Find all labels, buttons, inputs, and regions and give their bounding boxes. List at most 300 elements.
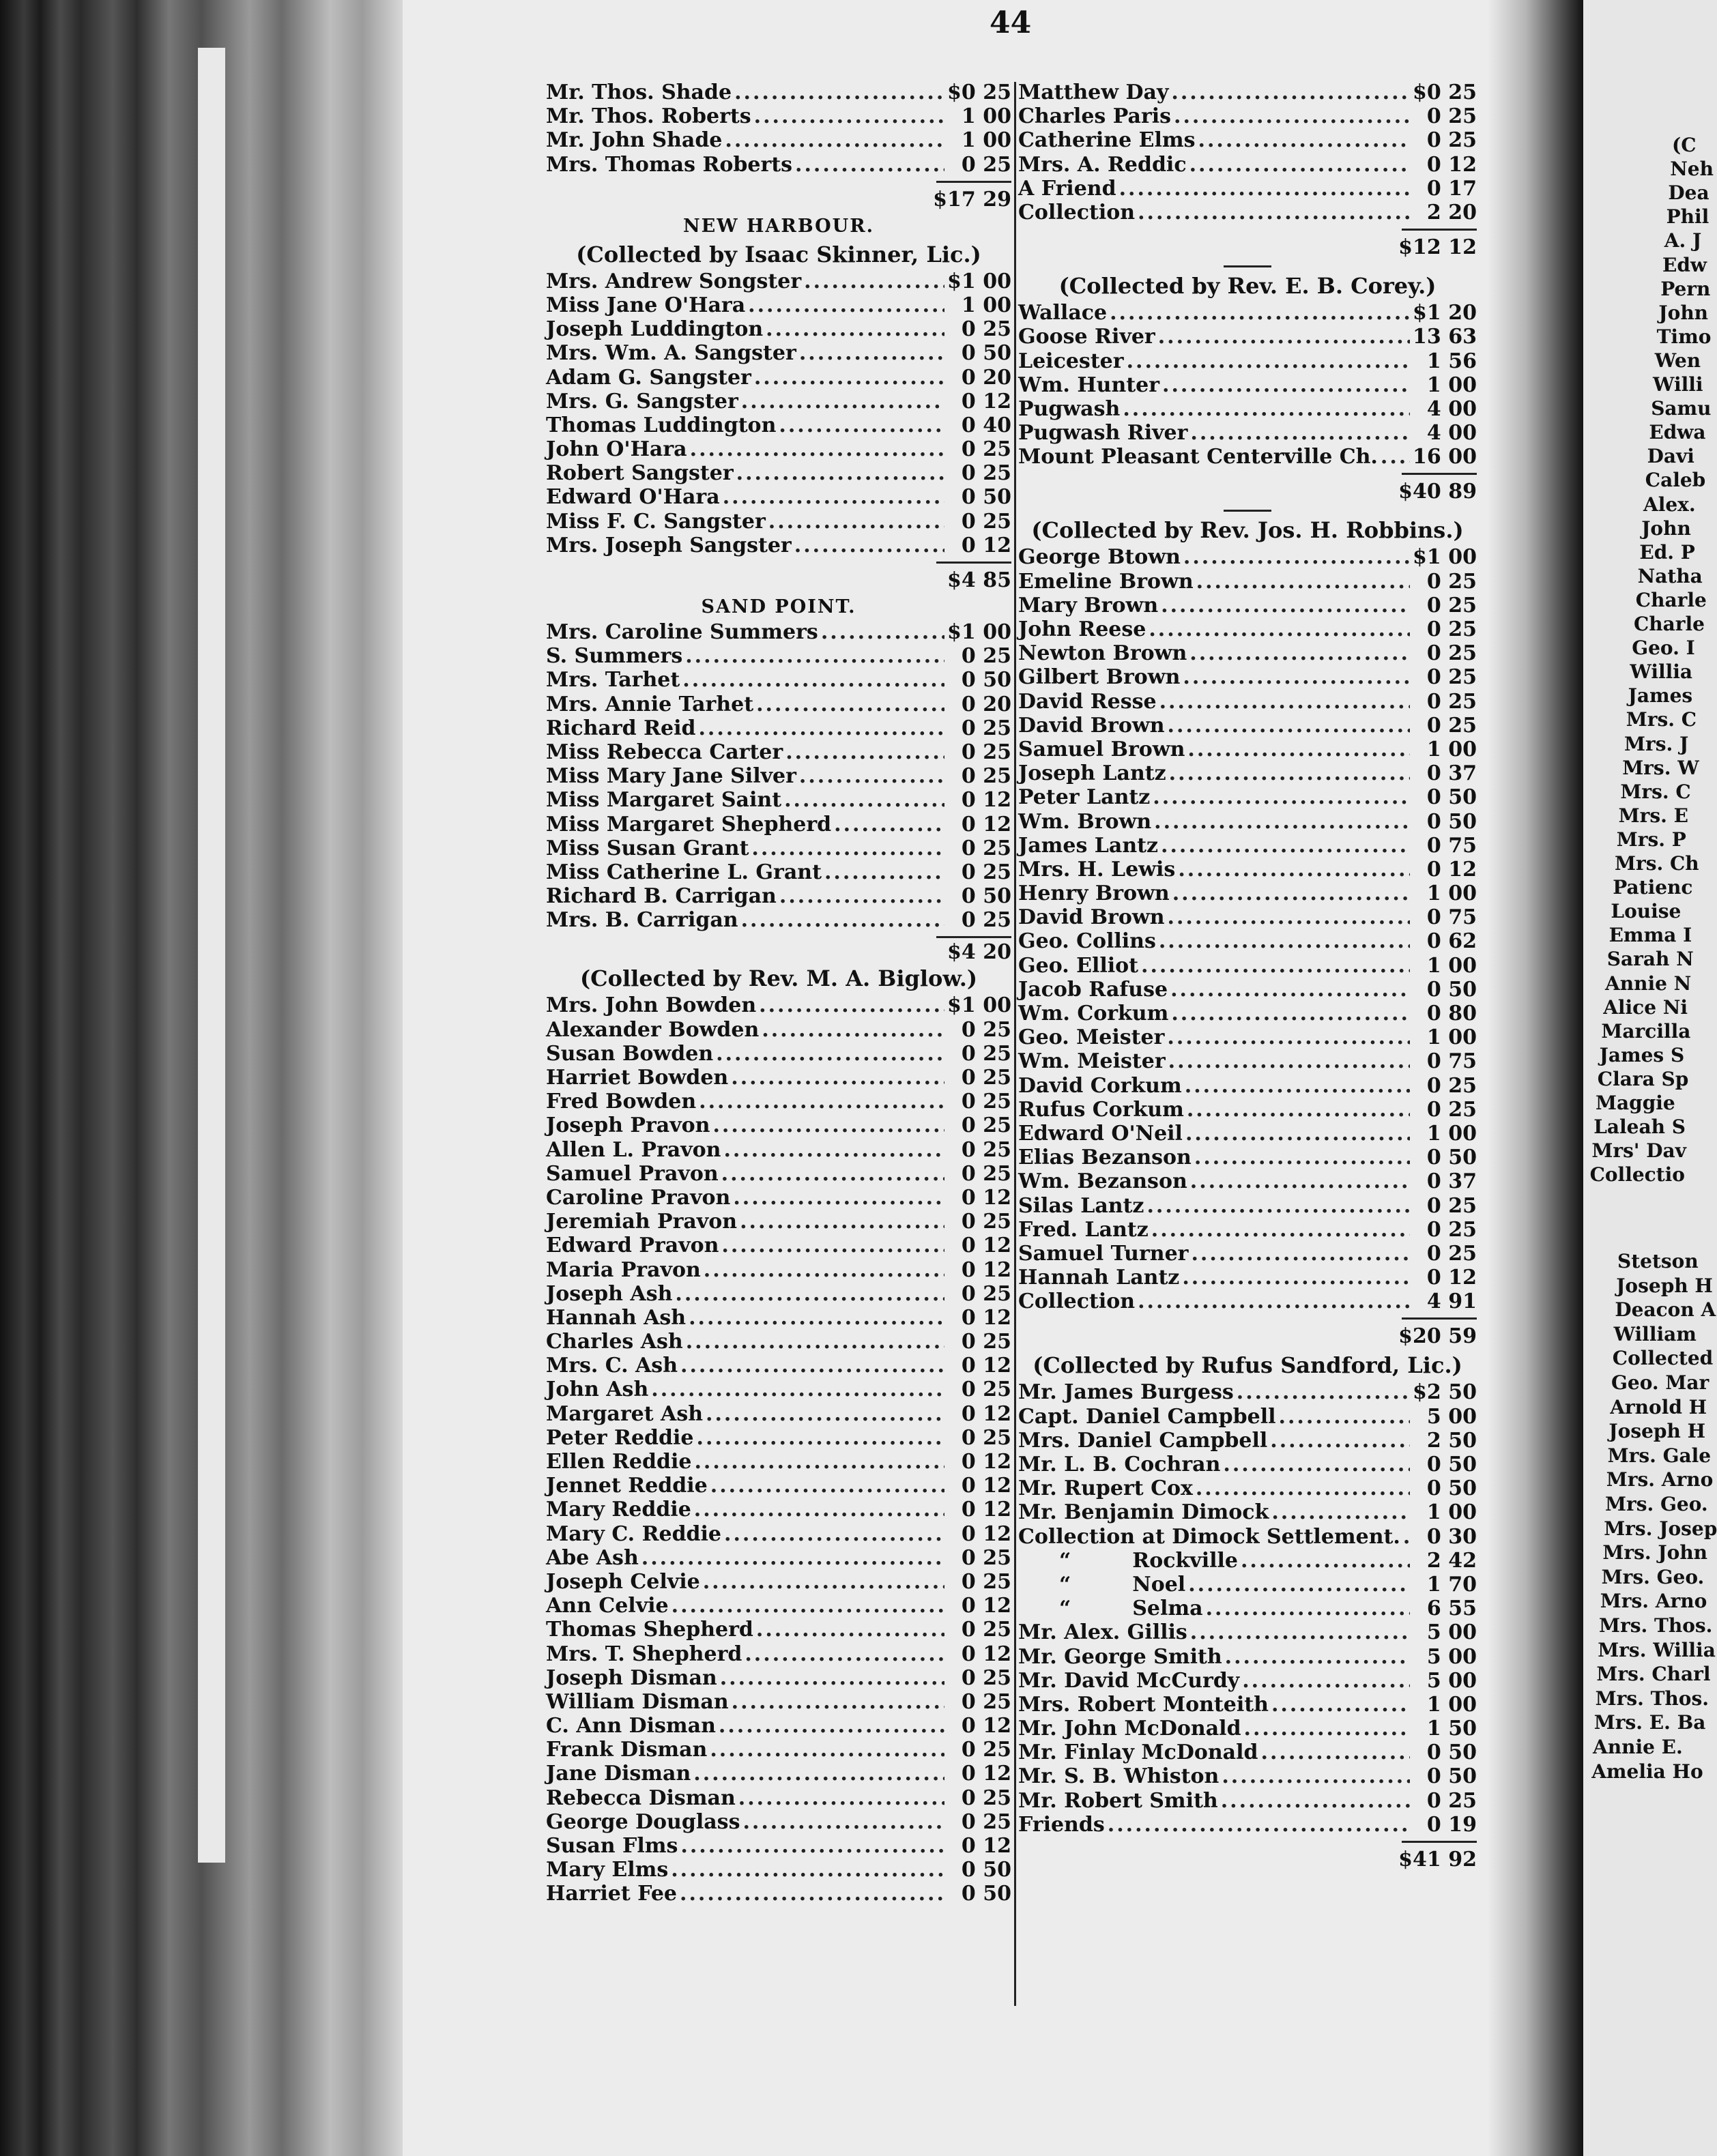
donor-name: Charles Ash xyxy=(546,1330,683,1354)
amount: 0 50 xyxy=(1426,1146,1477,1170)
donor-name: Mary C. Reddie xyxy=(546,1521,722,1546)
amount: 0 25 xyxy=(1426,1788,1477,1813)
list-item xyxy=(1018,201,1477,224)
subtotal: $4 20 xyxy=(947,940,1011,965)
amount: 0 25 xyxy=(961,1017,1011,1042)
donor-name: Joseph Disman xyxy=(546,1665,717,1690)
dot-leader xyxy=(1270,1429,1410,1453)
dot-leader xyxy=(1221,1789,1410,1813)
list-item xyxy=(1018,761,1477,785)
amount: 4 00 xyxy=(1426,396,1477,421)
dot-leader xyxy=(721,1234,944,1257)
column-left xyxy=(546,81,1011,1906)
donor-name: Mr. Thos. Roberts xyxy=(546,104,751,129)
amount: 1 70 xyxy=(1426,1572,1477,1597)
amount: 0 50 xyxy=(961,341,1011,366)
facing-page-line: Charle xyxy=(1635,588,1707,611)
list-item xyxy=(546,1762,1011,1786)
list-item xyxy=(1018,978,1477,1002)
list-item xyxy=(1018,785,1477,809)
list-item xyxy=(1018,1266,1477,1290)
facing-page-line: Mrs. W xyxy=(1622,756,1699,779)
amount: 0 50 xyxy=(961,884,1011,909)
subtotal: $40 89 xyxy=(1398,480,1477,504)
facing-page-line: Mrs. John xyxy=(1602,1541,1708,1564)
dot-leader xyxy=(720,1666,944,1690)
donor-name: Wm. Brown xyxy=(1018,809,1152,834)
facing-page-line: Mrs. Willia xyxy=(1598,1638,1716,1661)
list-item xyxy=(546,1498,1011,1521)
donor-name: Gilbert Brown xyxy=(1018,665,1181,690)
dot-leader xyxy=(1222,1764,1410,1788)
dot-leader xyxy=(1159,929,1410,953)
list-item xyxy=(546,81,1011,104)
amount: 0 25 xyxy=(961,317,1011,342)
donor-name: Miss Mary Jane Silver xyxy=(546,764,796,789)
amount: 0 25 xyxy=(961,461,1011,486)
list-item xyxy=(546,437,1011,461)
amount: 0 25 xyxy=(1426,713,1477,738)
amount: 1 00 xyxy=(961,104,1011,129)
list-item xyxy=(546,1834,1011,1858)
facing-page-line: Stetson xyxy=(1617,1250,1699,1272)
facing-page-line: Sarah N xyxy=(1606,948,1694,971)
dot-leader xyxy=(719,1714,944,1738)
total-rule xyxy=(546,177,1011,186)
dot-leader xyxy=(721,1162,944,1186)
list-item xyxy=(1018,1074,1477,1098)
list-item xyxy=(1018,1405,1477,1429)
donor-name: Ellen Reddie xyxy=(546,1450,692,1474)
amount: 2 20 xyxy=(1426,200,1477,224)
list-item xyxy=(546,993,1011,1017)
amount: 0 12 xyxy=(961,389,1011,413)
donor-name: Mrs. Caroline Summers xyxy=(546,620,818,644)
donor-name: Joseph Pravon xyxy=(546,1113,710,1138)
donor-name: Mrs. A. Reddic xyxy=(1018,152,1187,177)
facing-page-line: Mrs. Geo. xyxy=(1601,1565,1705,1588)
column-rule xyxy=(1014,82,1016,2006)
donor-name: Jennet Reddie xyxy=(546,1474,708,1498)
list-item xyxy=(546,1810,1011,1834)
dot-leader xyxy=(1171,81,1410,104)
facing-page-line: Patienc xyxy=(1613,876,1693,899)
amount: $1 20 xyxy=(1413,301,1477,325)
dot-leader xyxy=(1187,1098,1410,1122)
column-right xyxy=(1018,81,1477,1874)
dot-leader xyxy=(704,1258,944,1282)
amount: 0 25 xyxy=(961,740,1011,764)
donor-name: Elias Bezanson xyxy=(1018,1146,1192,1170)
donor-name: Mrs. B. Carrigan xyxy=(546,908,738,933)
list-item xyxy=(546,716,1011,740)
donor-name: Hannah Ash xyxy=(546,1305,687,1330)
list-item xyxy=(546,293,1011,317)
list-item xyxy=(546,860,1011,884)
dot-leader xyxy=(1196,570,1410,594)
dot-leader xyxy=(795,153,944,177)
dot-leader xyxy=(1237,1380,1410,1404)
dot-leader xyxy=(1161,834,1410,858)
list-item xyxy=(546,366,1011,390)
dot-leader xyxy=(1119,177,1410,201)
facing-page-line: Mrs. Thos. xyxy=(1595,1687,1709,1710)
donor-name: Harriet Bowden xyxy=(546,1066,729,1090)
facing-page-line: Davi xyxy=(1647,445,1694,468)
donor-name: Joseph Celvie xyxy=(546,1569,700,1594)
donor-name: Alexander Bowden xyxy=(546,1017,760,1042)
dot-leader xyxy=(1188,1573,1410,1597)
list-item xyxy=(546,1113,1011,1137)
dot-leader xyxy=(756,693,944,716)
donor-name: Mr. Alex. Gillis xyxy=(1018,1620,1187,1645)
donor-name: Miss F. C. Sangster xyxy=(546,509,766,534)
list-item xyxy=(546,836,1011,860)
dot-leader xyxy=(699,1090,944,1113)
collector-heading: (Collected by Rev. Jos. H. Robbins.) xyxy=(1031,517,1464,544)
dot-leader xyxy=(680,1354,944,1378)
amount: 0 25 xyxy=(1426,128,1477,153)
list-item xyxy=(1018,1500,1477,1524)
amount: 0 12 xyxy=(961,1450,1011,1474)
amount: 4 00 xyxy=(1426,421,1477,446)
facing-page-line: Marcilla xyxy=(1601,1019,1691,1043)
amount: 1 00 xyxy=(1426,1500,1477,1525)
list-item xyxy=(546,534,1011,557)
dot-leader xyxy=(1191,1242,1410,1266)
facing-page-line: Emma I xyxy=(1608,924,1692,947)
dot-leader xyxy=(731,1066,944,1090)
amount: 5 00 xyxy=(1426,1404,1477,1429)
facing-page-line: Mrs' Dav xyxy=(1591,1139,1686,1163)
dot-leader xyxy=(1225,1645,1410,1669)
list-item xyxy=(546,908,1011,932)
dot-leader xyxy=(768,510,944,534)
list-item xyxy=(1018,1146,1477,1169)
donor-name: Miss Margaret Shepherd xyxy=(546,812,832,836)
dot-leader xyxy=(1138,201,1410,224)
list-item xyxy=(1018,1813,1477,1837)
dot-leader xyxy=(1127,349,1410,373)
list-item xyxy=(546,1690,1011,1714)
donor-name: Peter Lantz xyxy=(1018,785,1151,810)
donor-name: John Ash xyxy=(546,1378,649,1402)
list-item xyxy=(1018,1098,1477,1122)
list-item xyxy=(1018,1525,1477,1549)
total-rule xyxy=(1018,1837,1477,1846)
list-item xyxy=(546,1354,1011,1378)
donor-name: Silas Lantz xyxy=(1018,1193,1144,1218)
amount: 0 12 xyxy=(961,1498,1011,1522)
donor-name: Mr. L. B. Cochran xyxy=(1018,1453,1221,1476)
dot-leader xyxy=(1403,1525,1410,1549)
section-rule xyxy=(1018,506,1477,515)
list-item xyxy=(546,1618,1011,1642)
amount: 0 12 xyxy=(961,1834,1011,1858)
donor-name: Mrs. Tarhet xyxy=(546,668,680,693)
donor-name: Emeline Brown xyxy=(1018,569,1194,594)
donor-name: Samuel Pravon xyxy=(546,1161,719,1186)
dot-leader xyxy=(1190,1169,1410,1193)
subtotal: $4 85 xyxy=(947,568,1011,592)
book-edge xyxy=(0,0,403,2156)
amount: 0 50 xyxy=(1426,1740,1477,1765)
donor-name: Mrs. Joseph Sangster xyxy=(546,533,792,557)
donor-name: Joseph Ash xyxy=(546,1281,673,1306)
amount: 0 12 xyxy=(961,1354,1011,1378)
place-name: Selma xyxy=(1132,1597,1203,1621)
amount: 0 12 xyxy=(961,1714,1011,1738)
dot-leader xyxy=(675,1282,944,1306)
dot-leader xyxy=(799,341,944,365)
facing-page-line: Laleah S xyxy=(1593,1116,1686,1139)
dot-leader xyxy=(723,1138,944,1162)
dot-leader xyxy=(1108,1813,1410,1837)
facing-page-line: William xyxy=(1613,1322,1697,1345)
list-block xyxy=(1018,81,1477,224)
amount: 0 25 xyxy=(961,1569,1011,1594)
donor-name: Richard Reid xyxy=(546,716,696,740)
dot-leader xyxy=(1261,1740,1411,1764)
list-item xyxy=(546,341,1011,365)
donor-name: Susan Bowden xyxy=(546,1041,714,1066)
dot-leader xyxy=(1190,421,1410,445)
ditto-block xyxy=(1018,1549,1477,1621)
facing-page-line: Joseph H xyxy=(1616,1274,1713,1297)
list-item xyxy=(546,644,1011,668)
list-item xyxy=(1018,1573,1477,1597)
amount: 0 25 xyxy=(1426,104,1477,129)
amount: 0 20 xyxy=(961,365,1011,390)
list-item xyxy=(1018,325,1477,349)
list-item xyxy=(546,1738,1011,1762)
amount: 0 25 xyxy=(1426,1217,1477,1242)
list-item xyxy=(546,1330,1011,1354)
gutter-shadow xyxy=(1488,0,1583,2156)
amount: 0 12 xyxy=(961,812,1011,836)
subtotal: $20 59 xyxy=(1398,1324,1477,1349)
amount: 0 25 xyxy=(961,1041,1011,1066)
amount: 0 50 xyxy=(961,485,1011,510)
dot-leader xyxy=(759,993,944,1017)
donor-name: Mount Pleasant Centerville Ch. xyxy=(1018,445,1378,469)
dot-leader xyxy=(641,1546,944,1570)
amount: 1 50 xyxy=(1426,1717,1477,1741)
amount: 0 12 xyxy=(1426,857,1477,882)
dot-leader xyxy=(1189,641,1410,665)
list-item xyxy=(1018,570,1477,594)
dot-leader xyxy=(710,1738,944,1762)
donor-name: Miss Margaret Saint xyxy=(546,788,782,813)
dot-leader xyxy=(1158,325,1410,349)
donor-name: Mr. Finlay McDonald xyxy=(1018,1740,1258,1765)
list-item xyxy=(1018,1122,1477,1146)
amount: 0 25 xyxy=(961,1665,1011,1690)
list-block xyxy=(546,270,1011,557)
amount: 0 25 xyxy=(961,1137,1011,1162)
donor-name: Jacob Rafuse xyxy=(1018,977,1168,1002)
list-item xyxy=(1018,349,1477,373)
list-item xyxy=(1018,104,1477,128)
list-item xyxy=(546,884,1011,908)
facing-page-line: Clara Sp xyxy=(1597,1067,1689,1090)
list-item xyxy=(546,1282,1011,1306)
list-item xyxy=(546,1882,1011,1906)
donor-name: Pugwash xyxy=(1018,396,1121,421)
amount: 0 25 xyxy=(961,1425,1011,1450)
donor-name: Fred. Lantz xyxy=(1018,1217,1149,1242)
donor-name: Miss Jane O'Hara xyxy=(546,293,746,317)
donor-name: S. Summers xyxy=(546,644,683,669)
list-item xyxy=(1018,545,1477,569)
donor-name: Peter Reddie xyxy=(546,1425,694,1450)
amount: 0 25 xyxy=(961,1738,1011,1762)
list-item xyxy=(1018,1380,1477,1404)
donor-name: David Brown xyxy=(1018,905,1165,930)
donor-name: Fred Bowden xyxy=(546,1090,697,1114)
donor-name: Mary Reddie xyxy=(546,1498,691,1522)
list-item xyxy=(1018,1025,1477,1049)
list-item xyxy=(1018,301,1477,325)
list-item xyxy=(546,693,1011,716)
dot-leader xyxy=(1241,1549,1410,1573)
donor-name: Mr. Rupert Cox xyxy=(1018,1476,1193,1501)
list-item xyxy=(546,485,1011,509)
subtotal: $17 29 xyxy=(933,187,1011,212)
amount: 0 12 xyxy=(1426,152,1477,177)
facing-page-line: Annie E. xyxy=(1593,1736,1683,1758)
dot-leader xyxy=(1183,545,1410,569)
section-heading: SAND POINT. xyxy=(701,596,856,617)
amount: 0 62 xyxy=(1426,929,1477,954)
facing-page-line: Louise xyxy=(1611,900,1682,923)
amount: 6 55 xyxy=(1426,1597,1477,1621)
dot-leader xyxy=(1110,301,1410,325)
facing-page-line: Mrs. E. Ba xyxy=(1593,1711,1706,1734)
dot-leader xyxy=(671,1858,944,1882)
amount: 0 50 xyxy=(1426,1764,1477,1789)
donor-name: Mr. John Shade xyxy=(546,128,723,153)
donor-name: Richard B. Carrigan xyxy=(546,884,777,909)
donor-name: John O'Hara xyxy=(546,437,687,462)
dot-leader xyxy=(1271,1693,1410,1717)
list-item xyxy=(546,1042,1011,1066)
amount: 0 50 xyxy=(1426,1453,1477,1476)
list-block xyxy=(1018,1620,1477,1837)
amount: 0 50 xyxy=(1426,977,1477,1002)
facing-page-line: Mrs. Thos. xyxy=(1599,1614,1713,1637)
donor-name: Mrs. Andrew Songster xyxy=(546,269,802,293)
donor-name: Mrs. Robert Monteith xyxy=(1018,1692,1269,1717)
list-item xyxy=(546,1162,1011,1186)
facing-page-line: Mrs. C xyxy=(1620,780,1691,803)
donor-name: Adam G. Sangster xyxy=(546,365,751,390)
list-item xyxy=(546,1066,1011,1090)
facing-page-line: Samu xyxy=(1651,397,1712,420)
donor-name: Mrs. Thomas Roberts xyxy=(546,152,793,177)
amount: 0 25 xyxy=(961,1618,1011,1642)
facing-page-line: Neh xyxy=(1670,158,1714,181)
facing-page-line: Mrs. Charl xyxy=(1596,1663,1711,1686)
list-item xyxy=(1018,810,1477,834)
amount: 0 12 xyxy=(961,1762,1011,1786)
donor-name: Edward O'Neil xyxy=(1018,1121,1183,1146)
donor-name: Joseph Lantz xyxy=(1018,761,1166,786)
donor-name: Newton Brown xyxy=(1018,641,1187,666)
total-rule xyxy=(1018,469,1477,478)
amount: 0 25 xyxy=(961,764,1011,789)
facing-page-line: Arnold H xyxy=(1610,1395,1707,1418)
dot-leader xyxy=(1159,690,1410,714)
donor-name: Mrs. Daniel Campbell xyxy=(1018,1428,1268,1453)
ditto-mark: “ xyxy=(1059,1597,1071,1621)
amount: 5 00 xyxy=(1426,1644,1477,1669)
list-item xyxy=(546,1018,1011,1042)
facing-page-line: Dea xyxy=(1668,181,1709,205)
amount: 1 00 xyxy=(1426,882,1477,906)
dot-leader xyxy=(834,813,944,836)
dot-leader xyxy=(756,1618,944,1642)
facing-page-line: Geo. Mar xyxy=(1611,1371,1709,1394)
facing-page-line: Deacon A xyxy=(1615,1298,1716,1322)
donor-name: A Friend xyxy=(1018,176,1116,201)
donor-name: Mr. Benjamin Dimock xyxy=(1018,1500,1269,1525)
dot-leader xyxy=(1170,978,1410,1002)
list-item xyxy=(1018,882,1477,905)
donor-name: Frank Disman xyxy=(546,1738,708,1762)
amount: 0 20 xyxy=(961,692,1011,716)
amount: 0 25 xyxy=(1426,1193,1477,1218)
donor-name: Wm. Hunter xyxy=(1018,373,1160,397)
dot-leader xyxy=(1151,1218,1410,1242)
donor-name: David Corkum xyxy=(1018,1073,1182,1098)
amount: 16 00 xyxy=(1413,445,1477,469)
dot-leader xyxy=(1171,1002,1410,1025)
section-heading: NEW HARBOUR. xyxy=(682,215,875,237)
list-item xyxy=(546,1522,1011,1546)
amount: 0 25 xyxy=(1426,1241,1477,1266)
dot-leader xyxy=(1223,1453,1410,1476)
list-item xyxy=(546,317,1011,341)
section-rule xyxy=(1018,261,1477,271)
amount: 1 00 xyxy=(1426,1121,1477,1146)
list-item xyxy=(1018,177,1477,201)
amount: 4 91 xyxy=(1426,1290,1477,1314)
facing-page-line: Timo xyxy=(1656,325,1712,348)
facing-page-line: Alice Ni xyxy=(1603,995,1688,1019)
amount: 0 25 xyxy=(961,509,1011,534)
dot-leader xyxy=(754,366,944,390)
list-item xyxy=(546,1210,1011,1234)
dot-leader xyxy=(710,1474,944,1498)
facing-page-line: Mrs. Arno xyxy=(1600,1590,1707,1613)
dot-leader xyxy=(741,908,944,932)
list-item xyxy=(546,1570,1011,1594)
donor-name: Thomas Shepherd xyxy=(546,1618,753,1642)
list-item xyxy=(546,1306,1011,1330)
facing-page-line: Mrs. C xyxy=(1626,708,1697,731)
list-item xyxy=(546,510,1011,534)
list-item xyxy=(1018,665,1477,689)
place-name: Noel xyxy=(1132,1572,1186,1597)
dot-leader xyxy=(1123,397,1410,421)
donor-name: Miss Rebecca Carter xyxy=(546,740,783,764)
dot-leader xyxy=(733,1186,944,1210)
facing-page-line: Willia xyxy=(1630,660,1693,684)
dot-leader xyxy=(1242,1669,1410,1693)
dot-leader xyxy=(680,1882,944,1906)
facing-page-line: Charle xyxy=(1634,613,1705,635)
